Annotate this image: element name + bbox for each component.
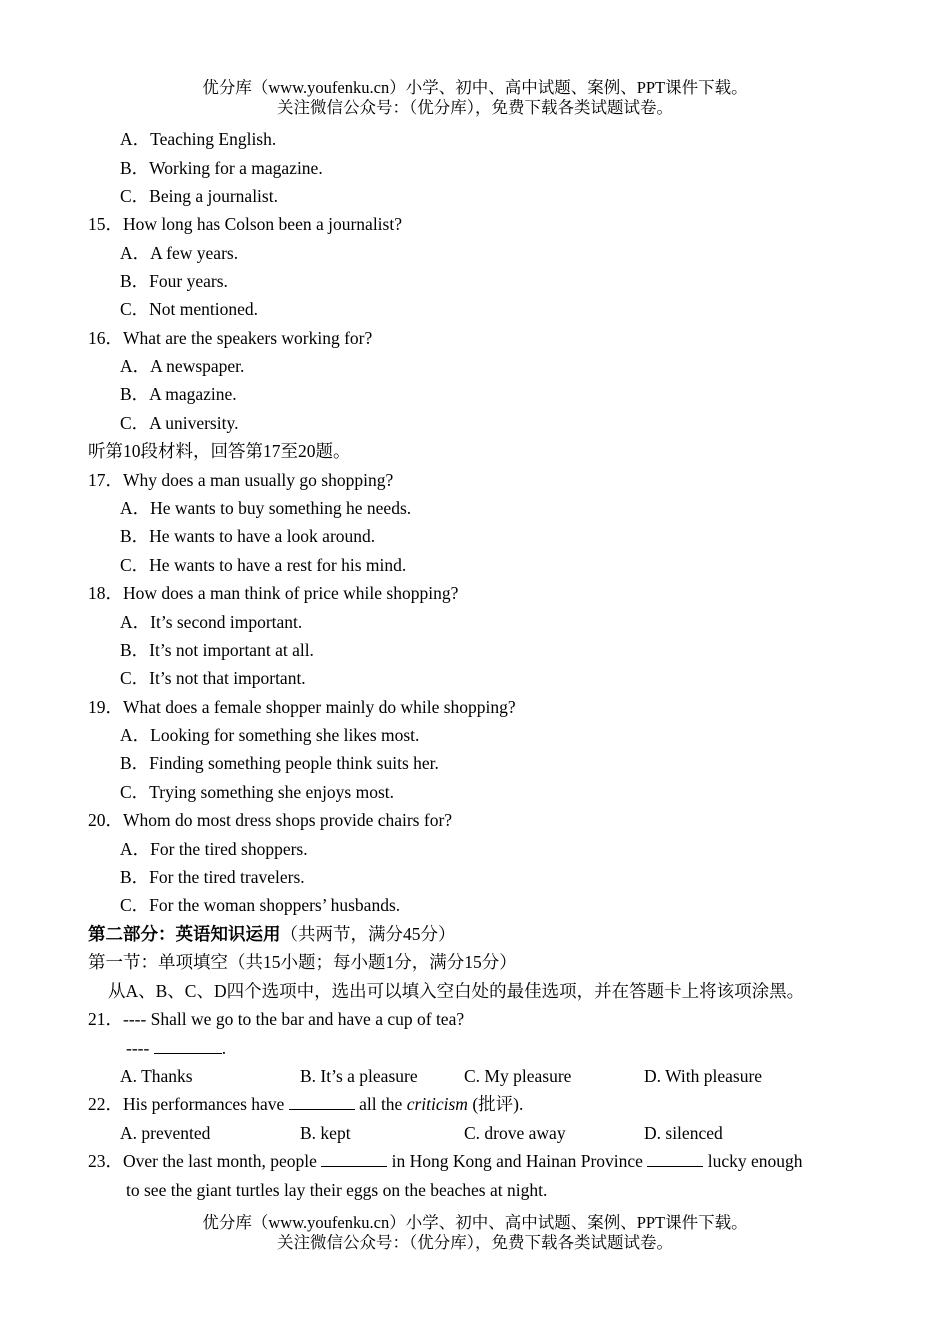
- q23-stem-mid: in Hong Kong and Hainan Province: [387, 1151, 648, 1171]
- q14-option-b: B．Working for a magazine.: [120, 158, 323, 178]
- q18-option-a: A．It’s second important.: [120, 612, 303, 632]
- q20-option-b: B．For the tired travelers.: [120, 867, 305, 887]
- q20-option-a: A．For the tired shoppers.: [120, 839, 308, 859]
- q22-stem-italic: criticism: [406, 1094, 468, 1114]
- q22-stem: [88, 1093, 523, 1115]
- q23-stem-suffix: lucky enough: [703, 1151, 803, 1171]
- part-2-title-bold: 第二部分：英语知识运用: [88, 924, 281, 944]
- q14-option-a: A．Teaching English.: [120, 129, 277, 149]
- q17-option-c: C．He wants to have a rest for his mind.: [120, 555, 407, 575]
- q21-stem: 21．---- Shall we go to the bar and have a cup of tea?: [88, 1009, 465, 1029]
- q21-option-b: B. It’s a pleasure: [300, 1066, 418, 1086]
- section-1-heading: 第一节：单项填空（共15小题；每小题1分，满分15分）: [88, 952, 517, 972]
- page-header: [0, 78, 950, 118]
- q20-option-c: C．For the woman shoppers’ husbands.: [120, 895, 401, 915]
- q21-option-d: D. With pleasure: [644, 1066, 763, 1086]
- q16-stem: 16．What are the speakers working for?: [88, 328, 373, 348]
- q19-stem: 19．What does a female shopper mainly do while shopping?: [88, 697, 516, 717]
- q15-option-b: B．Four years.: [120, 271, 228, 291]
- q15-option-a: A．A few years.: [120, 243, 239, 263]
- q16-option-c: C．A university.: [120, 413, 239, 433]
- q21-option-a: A. Thanks: [120, 1066, 193, 1086]
- footer-line-1: 优分库（www.youfenku.cn）小学、初中、高中试题、案例、PPT课件下载。: [202, 1213, 748, 1232]
- q22-option-d: D. silenced: [644, 1123, 723, 1143]
- q21-option-c: C. My pleasure: [464, 1066, 572, 1086]
- header-line-2: 关注微信公众号：（优分库），免费下载各类试题试卷。: [277, 98, 673, 117]
- page-footer: [0, 1213, 950, 1253]
- q22-answer-blank: [289, 1094, 355, 1110]
- q21-reply-prefix: ----: [126, 1038, 154, 1058]
- q23-stem: [88, 1150, 802, 1172]
- q17-option-b: B．He wants to have a look around.: [120, 526, 376, 546]
- section-10-instruction: 听第10段材料，回答第17至20题。: [88, 441, 351, 461]
- q22-stem-mid: all the: [354, 1094, 407, 1114]
- q17-stem: 17．Why does a man usually go shopping?: [88, 470, 394, 490]
- q19-option-c: C．Trying something she enjoys most.: [120, 782, 395, 802]
- footer-line-2: 关注微信公众号：（优分库），免费下载各类试题试卷。: [277, 1233, 673, 1252]
- q20-stem: 20．Whom do most dress shops provide chairs for?: [88, 810, 453, 830]
- section-1-instruction: 从A、B、C、D四个选项中，选出可以填入空白处的最佳选项，并在答题卡上将该项涂黑。: [108, 981, 805, 1001]
- q22-stem-suffix: (批评).: [467, 1094, 524, 1114]
- q14-option-c: C．Being a journalist.: [120, 186, 278, 206]
- q17-option-a: A．He wants to buy something he needs.: [120, 498, 412, 518]
- q18-option-b: B．It’s not important at all.: [120, 640, 314, 660]
- q16-option-b: B．A magazine.: [120, 384, 237, 404]
- q22-option-c: C. drove away: [464, 1123, 566, 1143]
- part-2-title-rest: （共两节，满分45分）: [280, 924, 456, 944]
- q23-continuation: to see the giant turtles lay their eggs on the beaches at night.: [126, 1180, 548, 1200]
- part-2-title: [88, 923, 456, 945]
- q23-answer-blank-1: [321, 1151, 387, 1167]
- q19-option-b: B．Finding something people think suits her.: [120, 753, 439, 773]
- header-line-1: 优分库（www.youfenku.cn）小学、初中、高中试题、案例、PPT课件下载。: [202, 78, 748, 97]
- q21-reply-suffix: .: [221, 1038, 227, 1058]
- q23-answer-blank-2: [647, 1151, 703, 1167]
- q15-option-c: C．Not mentioned.: [120, 299, 259, 319]
- q23-stem-prefix: 23．Over the last month, people: [88, 1151, 322, 1171]
- q21-reply: [126, 1037, 226, 1059]
- q22-stem-prefix: 22．His performances have: [88, 1094, 289, 1114]
- q22-option-b: B. kept: [300, 1123, 351, 1143]
- q16-option-a: A．A newspaper.: [120, 356, 245, 376]
- q21-answer-blank: [154, 1038, 222, 1054]
- q18-option-c: C．It’s not that important.: [120, 668, 306, 688]
- q19-option-a: A．Looking for something she likes most.: [120, 725, 420, 745]
- q22-option-a: A. prevented: [120, 1123, 211, 1143]
- q18-stem: 18．How does a man think of price while shopping?: [88, 583, 459, 603]
- q15-stem: 15．How long has Colson been a journalist?: [88, 214, 402, 234]
